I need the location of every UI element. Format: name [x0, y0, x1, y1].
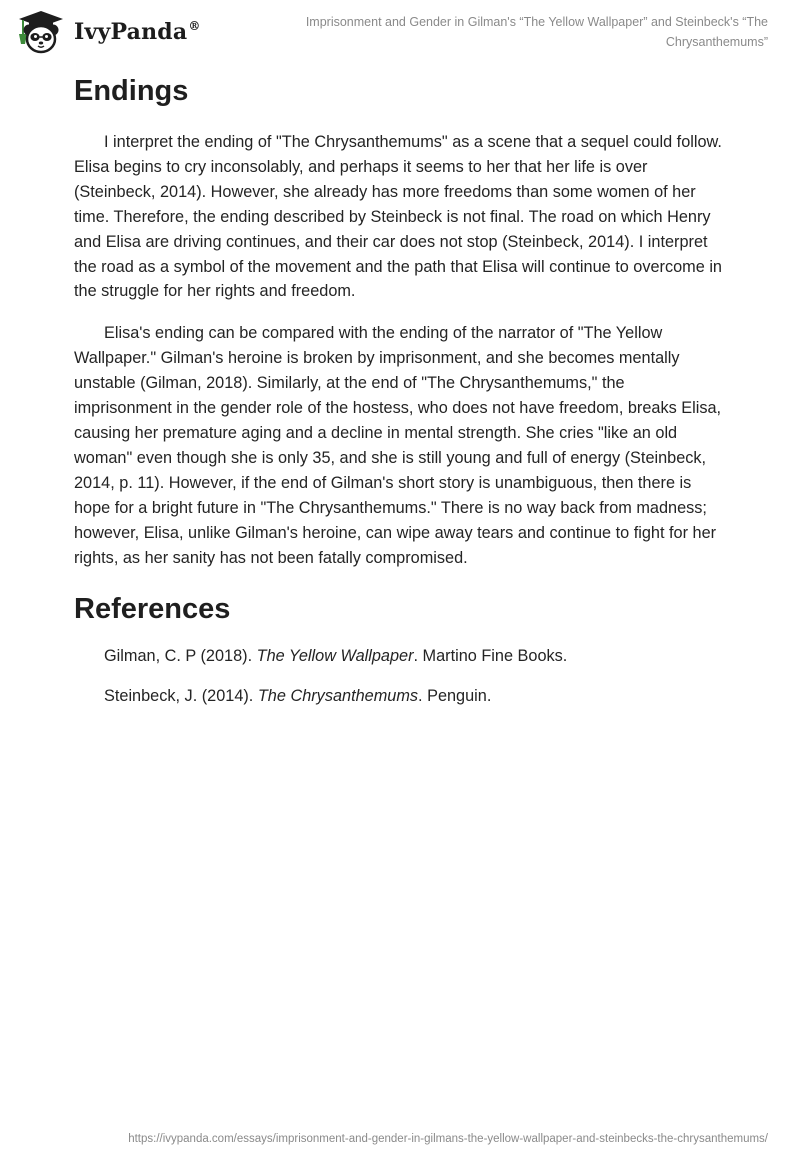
reference-entry: Steinbeck, J. (2014). The Chrysanthemums. Penguin. — [104, 687, 492, 706]
footer-url[interactable]: https://ivypanda.com/essays/imprisonment-and-gender-in-gilmans-the-yellow-wallpaper-and-steinbecks-the-chrysanthemums/ — [128, 1133, 768, 1145]
logo-wordmark: IvyPanda® — [74, 19, 201, 45]
reference-title: The Chrysanthemums — [257, 687, 419, 706]
paragraph: I interpret the ending of "The Chrysanthemums" as a scene that a sequel could follow. Elisa begins to cry inconsolably, and perhaps it seems to her that her life is over (Steinbeck, 2014). However, she already has more freedoms than some women of her time. Therefore, the ending described by Steinbeck is not final. The road on which Henry and Elisa are driving continues, and their car does not stop (Steinbeck, 2014). I interpret the road as a symbol of the movement and the path that Elisa will continue to overcome in the struggle for her rights and freedom. — [74, 133, 722, 301]
paragraph: Elisa's ending can be compared with the ending of the narrator of "The Yellow Wallpaper." Gilman's heroine is broken by imprisonment, and she becomes mentally unstable (Gilman, 2018). Similarly, at the end of "The Chrysanthemums," the imprisonment in the gender role of the hostess, who does not have freedom, breaks Elisa, causing her premature aging and a decline in mental strength. She cries "like an old woman" even though she is only 35, and she is still young and full of energy (Steinbeck, 2014, p. 11). However, if the end of Gilman's short story is unambiguous, then there is hope for a bright future in "The Chrysanthemums." There is no way back from madness; however, Elisa, unlike Gilman's heroine, can wipe away tears and continue to fight for her rights, as her sanity has not been fatally compromised. — [74, 324, 722, 567]
section-heading-references: References — [74, 593, 231, 626]
reference-entry: Gilman, C. P (2018). The Yellow Wallpaper. Martino Fine Books. — [104, 647, 568, 666]
essay-content — [74, 72, 726, 724]
reference-title: The Yellow Wallpaper — [256, 647, 414, 666]
document-title: Imprisonment and Gender in Gilman's “The Yellow Wallpaper” and Steinbeck's “The Chrysanthemums” — [305, 15, 768, 49]
section-heading-endings: Endings — [74, 75, 189, 107]
ivypanda-logo[interactable] — [14, 8, 201, 56]
panda-graduate-icon — [14, 8, 68, 56]
page-header — [0, 0, 800, 64]
